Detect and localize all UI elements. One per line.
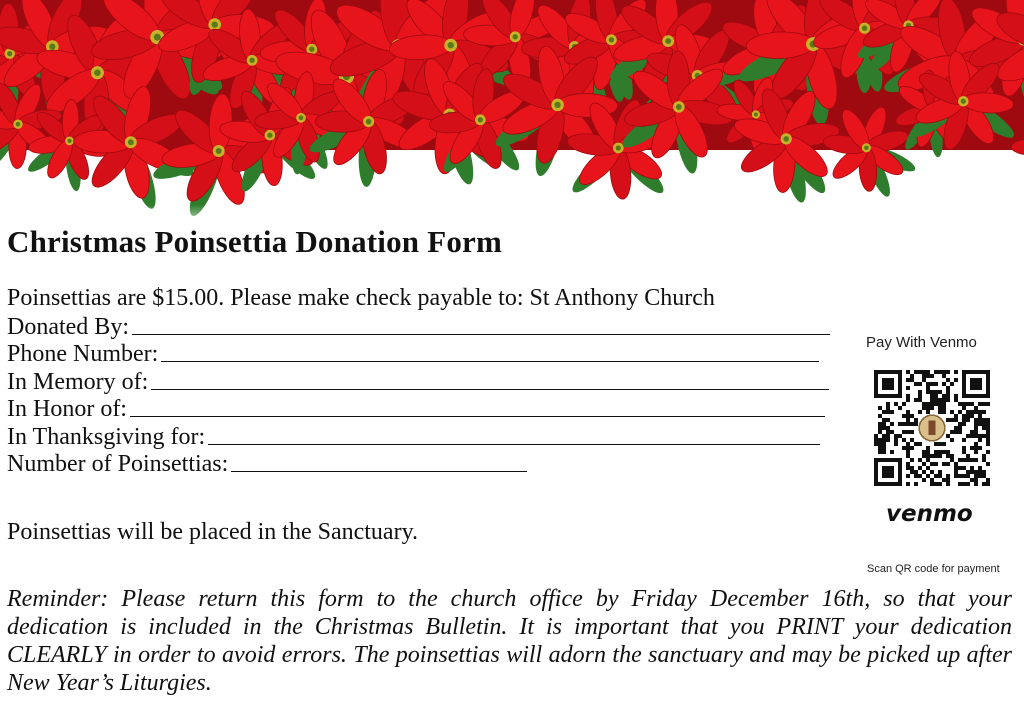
phone-number-label: Phone Number: <box>7 341 159 367</box>
donation-fields <box>7 313 830 478</box>
donated-by-field[interactable] <box>7 313 830 341</box>
placement-note: Poinsettias will be placed in the Sanctuary. <box>7 519 419 545</box>
in-thanksgiving-label: In Thanksgiving for: <box>7 423 206 450</box>
venmo-qr-code-icon[interactable] <box>874 370 990 486</box>
number-of-poinsettias-label: Number of Poinsettias: <box>7 451 229 477</box>
venmo-logo: venmo <box>886 501 973 527</box>
poinsettia-flowers-image <box>0 0 1024 230</box>
in-memory-line[interactable] <box>151 389 829 390</box>
number-of-poinsettias-field[interactable] <box>7 451 830 479</box>
in-honor-line[interactable] <box>130 416 825 417</box>
in-honor-field[interactable] <box>7 396 830 424</box>
phone-number-field[interactable] <box>7 341 830 369</box>
phone-number-line[interactable] <box>161 361 819 362</box>
page-title: Christmas Poinsettia Donation Form <box>7 224 503 259</box>
number-of-poinsettias-line[interactable] <box>231 471 527 472</box>
pay-with-venmo-label: Pay With Venmo <box>866 334 977 351</box>
poinsettia-banner <box>0 0 1024 230</box>
in-thanksgiving-line[interactable] <box>208 444 820 445</box>
donated-by-label: Donated By: <box>7 313 129 340</box>
in-thanksgiving-field[interactable] <box>7 423 830 451</box>
reminder-paragraph: Reminder: Please return this form to the church office by Friday December 16th, so that your dedication is included in the Christmas Bulletin. It is important that you PRINT your dedication CLEARLY in order to avoid errors. The poinsettias will adorn the sanctuary and may be picked up after New Year’s Liturgies. <box>7 586 1012 696</box>
scan-qr-caption: Scan QR code for payment <box>867 563 1000 575</box>
in-memory-label: In Memory of: <box>7 368 149 395</box>
price-note: Poinsettias are $15.00. Please make check payable to: St Anthony Church <box>7 285 715 311</box>
in-memory-field[interactable] <box>7 368 830 396</box>
in-honor-label: In Honor of: <box>7 396 127 422</box>
donated-by-line[interactable] <box>132 334 830 335</box>
